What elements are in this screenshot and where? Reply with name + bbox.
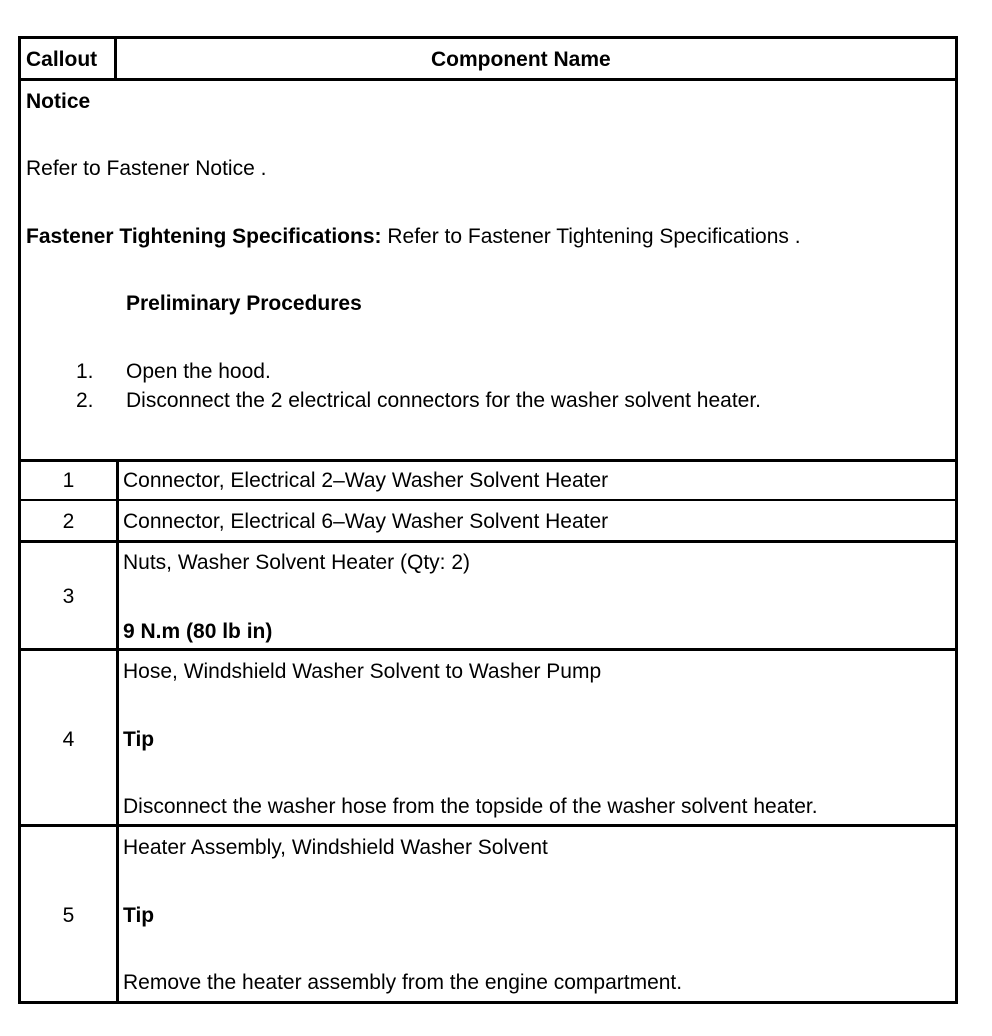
step-number: 1. xyxy=(76,360,94,383)
step-number: 2. xyxy=(76,389,94,412)
notice-separator xyxy=(21,459,955,462)
callout-number: 5 xyxy=(62,904,75,927)
torque-spec: 9 N.m (80 lb in) xyxy=(123,620,273,643)
row-separator xyxy=(21,648,955,651)
component-name: Connector, Electrical 6–Way Washer Solvent Heater xyxy=(123,510,609,533)
component-name: Connector, Electrical 2–Way Washer Solvent Heater xyxy=(123,469,609,492)
preliminary-procedures-title: Preliminary Procedures xyxy=(126,292,362,315)
header-separator xyxy=(21,78,955,81)
step-text: Open the hood. xyxy=(126,360,271,383)
row-separator xyxy=(21,499,955,501)
callout-header: Callout xyxy=(26,48,98,71)
component-name: Nuts, Washer Solvent Heater (Qty: 2) xyxy=(123,551,471,574)
callout-number: 3 xyxy=(62,585,75,608)
row-separator xyxy=(21,824,955,827)
notice-title: Notice xyxy=(26,90,91,113)
step-text: Disconnect the 2 electrical connectors for the washer solvent heater. xyxy=(126,389,762,412)
callout-number: 1 xyxy=(62,469,75,492)
callout-number: 2 xyxy=(62,510,75,533)
row-separator xyxy=(21,540,955,543)
component-name-header: Component Name xyxy=(431,48,611,71)
procedure-table xyxy=(18,36,958,1004)
component-name: Hose, Windshield Washer Solvent to Washer Pump xyxy=(123,660,602,683)
callout-number: 4 xyxy=(62,728,75,751)
component-name: Heater Assembly, Windshield Washer Solvent xyxy=(123,836,548,859)
tightening-spec-line xyxy=(26,224,951,250)
tip-text: Remove the heater assembly from the engine compartment. xyxy=(123,971,683,994)
fastener-notice-text: Refer to Fastener Notice . xyxy=(26,157,267,180)
tightening-spec-label: Fastener Tightening Specifications: xyxy=(26,225,382,248)
tip-text: Disconnect the washer hose from the topside of the washer solvent heater. xyxy=(123,795,818,818)
tip-label: Tip xyxy=(123,728,155,751)
tip-label: Tip xyxy=(123,904,155,927)
header-divider xyxy=(114,39,117,79)
tightening-spec-text: Refer to Fastener Tightening Specifications . xyxy=(381,225,801,248)
